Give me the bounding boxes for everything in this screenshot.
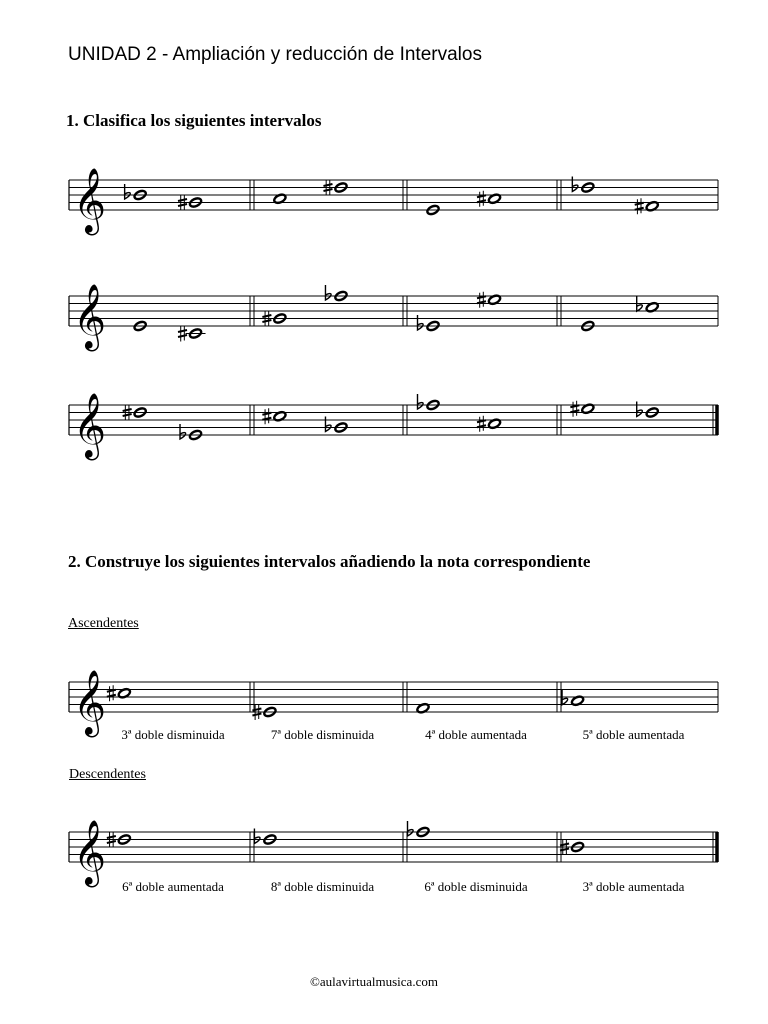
sharp-icon bbox=[635, 198, 644, 214]
interval-caption: 7ª doble disminuida bbox=[270, 727, 375, 742]
flat-icon bbox=[325, 285, 331, 300]
interval-caption: 6ª doble aumentada bbox=[122, 879, 224, 894]
sharp-icon bbox=[477, 416, 486, 432]
treble-clef-icon: 𝄞 bbox=[73, 168, 107, 233]
flat-icon bbox=[254, 829, 260, 844]
sharp-icon bbox=[262, 408, 271, 424]
interval-caption: 6ª doble disminuida bbox=[424, 879, 528, 894]
sharp-icon bbox=[107, 685, 116, 701]
flat-icon bbox=[572, 177, 578, 192]
treble-clef-icon: 𝄞 bbox=[73, 820, 107, 885]
interval-caption: 3ª doble aumentada bbox=[582, 879, 685, 894]
flat-icon bbox=[418, 315, 424, 330]
interval-caption: 8ª doble disminuida bbox=[270, 879, 375, 894]
sharp-icon bbox=[477, 292, 486, 308]
page-title: UNIDAD 2 - Ampliación y reducción de Intervalos bbox=[68, 44, 482, 65]
sharp-icon bbox=[477, 191, 486, 207]
interval-caption: 3ª doble disminuida bbox=[121, 727, 225, 742]
sharp-icon bbox=[570, 401, 579, 417]
treble-clef-icon: 𝄞 bbox=[73, 284, 107, 349]
flat-icon bbox=[325, 417, 331, 432]
ascending-label: Ascendentes bbox=[68, 616, 139, 631]
flat-icon bbox=[408, 821, 414, 836]
treble-clef-icon: 𝄞 bbox=[73, 670, 107, 735]
flat-icon bbox=[637, 402, 643, 417]
footer-copyright: ©aulavirtualmusica.com bbox=[310, 974, 438, 989]
flat-icon bbox=[125, 184, 131, 199]
flat-icon bbox=[418, 394, 424, 409]
flat-icon bbox=[180, 424, 186, 439]
interval-caption: 5ª doble aumentada bbox=[582, 727, 685, 742]
treble-clef-icon: 𝄞 bbox=[73, 393, 107, 458]
section-2-heading: 2. Construye los siguientes intervalos añadiendo la nota correspondiente bbox=[68, 552, 591, 571]
interval-caption: 4ª doble aumentada bbox=[425, 727, 527, 742]
descending-label: Descendentes bbox=[69, 767, 146, 782]
section-1-heading: 1. Clasifica los siguientes intervalos bbox=[66, 111, 322, 130]
